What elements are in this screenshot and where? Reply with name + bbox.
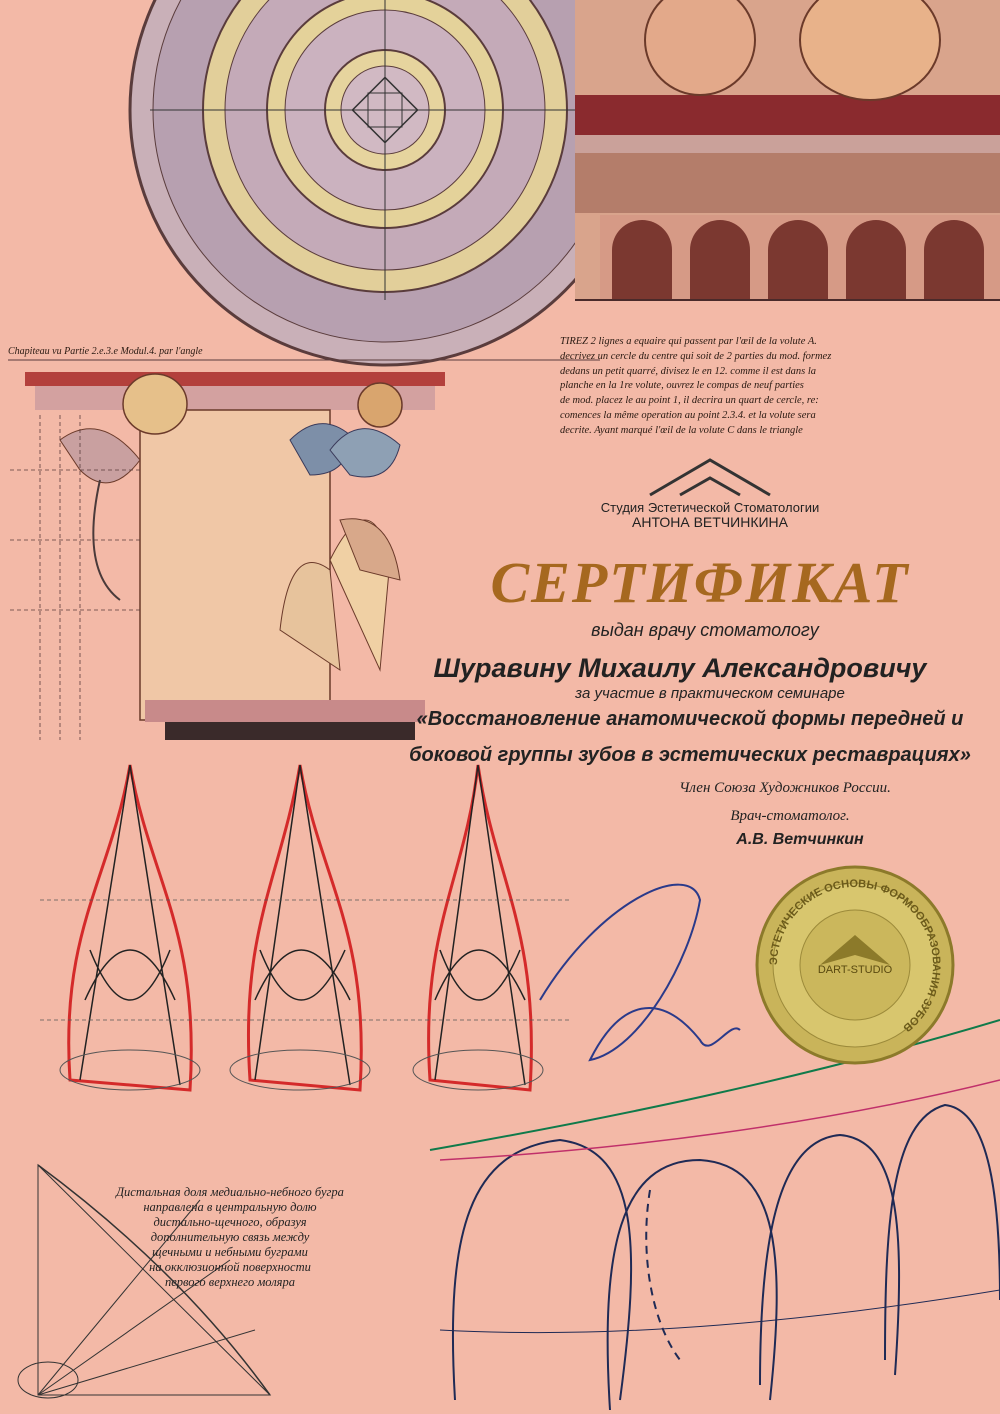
studio-logo-mark — [650, 460, 770, 495]
note-line: первого верхнего моляра — [164, 1275, 295, 1289]
issued-to-text: выдан врачу стоматологу — [591, 620, 819, 640]
signatory-name: А.В. Ветчинкин — [736, 831, 864, 848]
french-line: decrite. Ayant marqué l'œil de la volute C dans le triangle — [560, 424, 803, 436]
note-line: Дистальная доля медиально-небного бугра — [116, 1185, 344, 1199]
french-line: de mod. placez le au point 1, il decrira un quart de cercle, re: — [560, 395, 819, 407]
seal-center-text: DART-STUDIO — [817, 964, 893, 976]
seal-arc-text: ЭСТЕТИЧЕСКИЕ ОСНОВЫ ФОРМООБРАЗОВАНИЯ ЗУБОВ — [767, 877, 943, 1034]
signatory-credential-2: Врач-стоматолог. — [730, 808, 850, 824]
note-line: на окклюзионной поверхности — [149, 1260, 311, 1274]
french-line: decrivez un cercle du centre qui soit de 2 parties du mod. formez — [560, 350, 832, 362]
studio-name-line2: АНТОНА ВЕТЧИНКИНА — [632, 514, 788, 530]
certificate-title: СЕРТИФИКАТ — [490, 550, 910, 615]
teeth-outline-drawing — [430, 1020, 1000, 1410]
svg-text:ЭСТЕТИЧЕСКИЕ ОСНОВЫ ФОРМООБРАЗ — [768, 878, 942, 1034]
french-line: comences la même operation au point 2.3.4. et la volute sera — [560, 409, 816, 421]
seminar-title-line2: боковой группы зубов в эстетических реставрациях» — [409, 744, 971, 766]
cornice-illustration — [575, 0, 1000, 300]
signature-scribble — [540, 885, 740, 1060]
crown-construction-drawings — [40, 765, 570, 1090]
french-line: planche en la 1re volute, ouvrez le compas de neuf parties — [560, 380, 804, 392]
studio-name-line1: Студия Эстетической Стоматологии — [600, 500, 820, 515]
note-line: дистально-щечного, образуя — [153, 1215, 307, 1229]
illustration-note — [100, 1185, 360, 1290]
recipient-name: Шуравину Михаилу Александровичу — [433, 653, 927, 683]
note-line: направлена в центральную долю — [143, 1200, 317, 1214]
engraving-french-text — [560, 335, 980, 439]
note-line: щечными и небными буграми — [152, 1245, 308, 1259]
french-line: dedans un petit quarré, divisez le en 12. comme il est dans la — [560, 365, 817, 377]
french-line: TIREZ 2 lignes a equaire qui passent par l'œil de la volute A. — [560, 336, 817, 347]
signatory-credential-1: Член Союза Художников России. — [679, 780, 891, 796]
participation-text: за участие в практическом семинаре — [575, 685, 845, 702]
seal-text — [760, 870, 950, 1060]
capital-caption: Chapiteau vu Partie 2.e.3.e Modul.4. par l'angle — [8, 346, 203, 357]
volute-spiral-illustration — [130, 0, 640, 365]
seminar-title-line1: «Восстановление анатомической формы передней и — [416, 708, 964, 730]
note-line: дополнительную связь между — [150, 1230, 310, 1244]
